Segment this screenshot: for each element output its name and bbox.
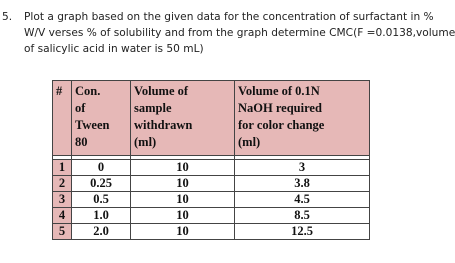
row-index: 5	[53, 224, 72, 240]
cell-concentration: 2.0	[72, 224, 131, 240]
header-volume-withdrawn: Volume of sample withdrawn (ml)	[131, 81, 235, 156]
row-index: 3	[53, 192, 72, 208]
cell-concentration: 0	[72, 160, 131, 176]
cell-naoh: 12.5	[235, 224, 370, 240]
row-index: 4	[53, 208, 72, 224]
data-table	[52, 80, 370, 240]
table-row	[53, 176, 370, 192]
row-index: 2	[53, 176, 72, 192]
cell-concentration: 0.5	[72, 192, 131, 208]
table-header-row	[53, 81, 370, 156]
header-naoh-volume: Volume of 0.1N NaOH required for color change (ml)	[235, 81, 370, 156]
cell-volume: 10	[131, 160, 235, 176]
cell-volume: 10	[131, 224, 235, 240]
cell-volume: 10	[131, 192, 235, 208]
table-row	[53, 192, 370, 208]
header-concentration: Con. of Tween 80	[72, 81, 131, 156]
cell-volume: 10	[131, 176, 235, 192]
table-row	[53, 160, 370, 176]
cell-naoh: 8.5	[235, 208, 370, 224]
question-text	[2, 9, 455, 57]
cell-naoh: 4.5	[235, 192, 370, 208]
cell-naoh: 3	[235, 160, 370, 176]
row-index: 1	[53, 160, 72, 176]
cell-volume: 10	[131, 208, 235, 224]
question-line-3: of salicylic acid in water is 50 mL)	[24, 43, 204, 55]
table-row	[53, 224, 370, 240]
question-line-1: 5. Plot a graph based on the given data for the concentration of surfactant in %	[2, 11, 434, 23]
question-line-2: W/V verses % of solubility and from the graph determine CMC(F =0.0138,volume	[24, 27, 455, 39]
cell-naoh: 3.8	[235, 176, 370, 192]
header-index: #	[53, 81, 72, 156]
table-row	[53, 208, 370, 224]
cell-concentration: 1.0	[72, 208, 131, 224]
question-number: 5.	[2, 11, 13, 23]
cell-concentration: 0.25	[72, 176, 131, 192]
